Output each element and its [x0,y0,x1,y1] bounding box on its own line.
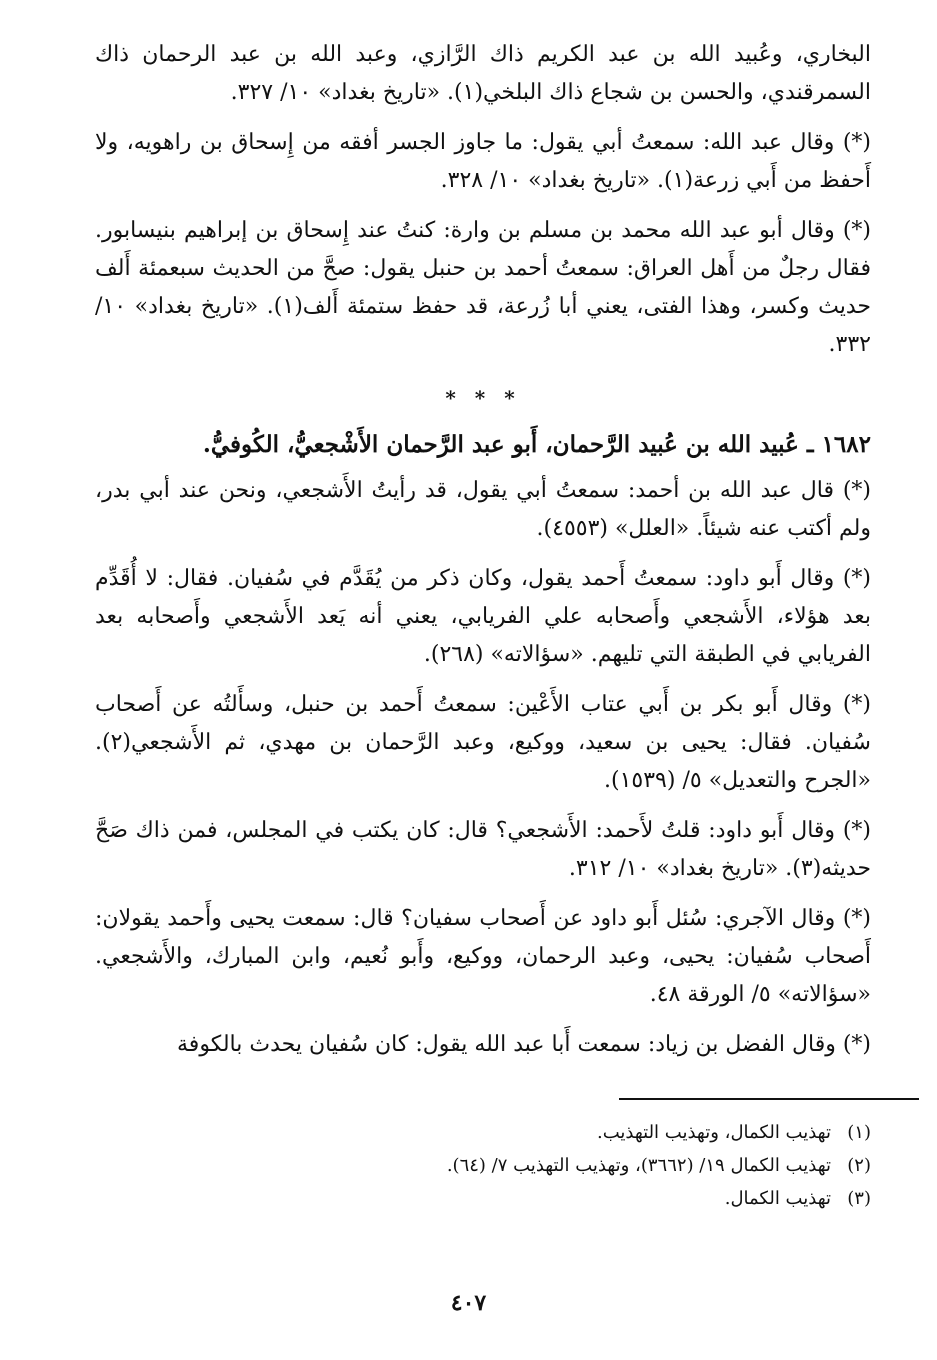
footnote-item [95,1116,871,1149]
text-paragraph: (*) وقال أَبو بكر بن أَبي عتاب الأَعْين: سمعتُ أَحمد بن حنبل، وسأَلتُه عن أَصحاب سُفيان. فقال: يحيى بن سعيد، ووكيع، وعبد الرَّحمان بن مهدي، ثم الأَشجعي(٢). «الجرح والتعديل» ٥/ (١٥٣٩). [95,692,871,793]
text-paragraph: (*) وقال عبد الله: سمعتُ أبي يقول: ما جاوز الجسر أفقه من إِسحاق بن راهويه، ولا أَحفظ من أَبي زرعة(١). «تاريخ بغداد» ١٠/ ٣٢٨. [95,130,871,193]
footnote-item [95,1182,871,1215]
text-paragraph: البخاري، وعُبيد الله بن عبد الكريم ذاك الرَّازي، وعبد الله بن عبد الرحمان ذاك السمرقندي، والحسن بن شجاع ذاك البلخي(١). «تاريخ بغداد» ١٠/ ٣٢٧. [95,42,871,105]
text-paragraph: (*) وقال أَبو داود: سمعتُ أَحمد يقول، وكان ذكر من يُقَدَّم في سُفيان. فقال: لا أُقَدِّم بعد هؤلاء، الأَشجعي وأَصحابه علي الفريابي، يعني أنه يَعد الأَشجعي وأَصحابه بعد الفريابي في الطبقة التي تليهم. «سؤالاته» (٢٦٨). [95,566,871,667]
footnote-number: (١) [847,1122,871,1143]
footnote-item [95,1149,871,1182]
footnote-number: (٣) [847,1188,871,1209]
footnotes [95,1116,871,1215]
footnote-divider [619,1098,919,1100]
footnote-text: تهذيب الكمال، وتهذيب التهذيب. [596,1122,831,1143]
text-paragraph: (*) وقال أبو عبد الله محمد بن مسلم بن وارة: كنتُ عند إِسحاق بن إبراهيم بنيسابور. فقال رجلٌ من أَهل العراق: سمعتُ أحمد بن حنبل يقول: صحَّ من الحديث سبعمئة أَلف حديث وكسر، وهذا الفتى، يعني أبا زُرعة، قد حفظ ستمئة أَلف(١). «تاريخ بغداد» ١٠/ ٣٣٢. [95,218,871,357]
footnote-text: تهذيب الكمال ١٩/ (٣٦٦٢)، وتهذيب التهذيب ٧/ (٦٤). [446,1155,831,1176]
text-paragraph: (*) وقال أَبو داود: قلتُ لأَحمد: الأَشجعي؟ قال: كان يكتب في المجلس، فمن ذاك صَحَّ حديثه(٣). «تاريخ بغداد» ١٠/ ٣١٢. [95,818,871,881]
footnote-number: (٢) [847,1155,871,1176]
entry-heading: ١٦٨٢ ـ عُبيد الله بن عُبيد الرَّحمان، أَبو عبد الرَّحمان الأَشْجعيُّ، الكُوفيُّ. [202,431,871,458]
text-paragraph: (*) قال عبد الله بن أحمد: سمعتُ أبي يقول، قد رأيتُ الأَشجعي، ونحن عند أبي بدر، ولم أكتب عنه شيئاً. «العلل» (٤٥٥٣). [95,478,871,541]
section-separator: * * * [445,386,521,410]
text-paragraph: (*) وقال الفضل بن زياد: سمعت أَبا عبد الله يقول: كان سُفيان يحدث بالكوفة [177,1032,871,1057]
page-number: ٤٠٧ [450,1290,487,1316]
footnote-text: تهذيب الكمال. [724,1188,831,1209]
text-paragraph: (*) وقال الآجري: سُئل أَبو داود عن أَصحاب سفيان؟ قال: سمعت يحيى وأَحمد يقولان: أَصحاب سُفيان: يحيى، وعبد الرحمان، ووكيع، وأَبو نُعيم، وابن المبارك، والأَشجعي. «سؤالاته» ٥/ الورقة ٤٨. [95,906,871,1007]
